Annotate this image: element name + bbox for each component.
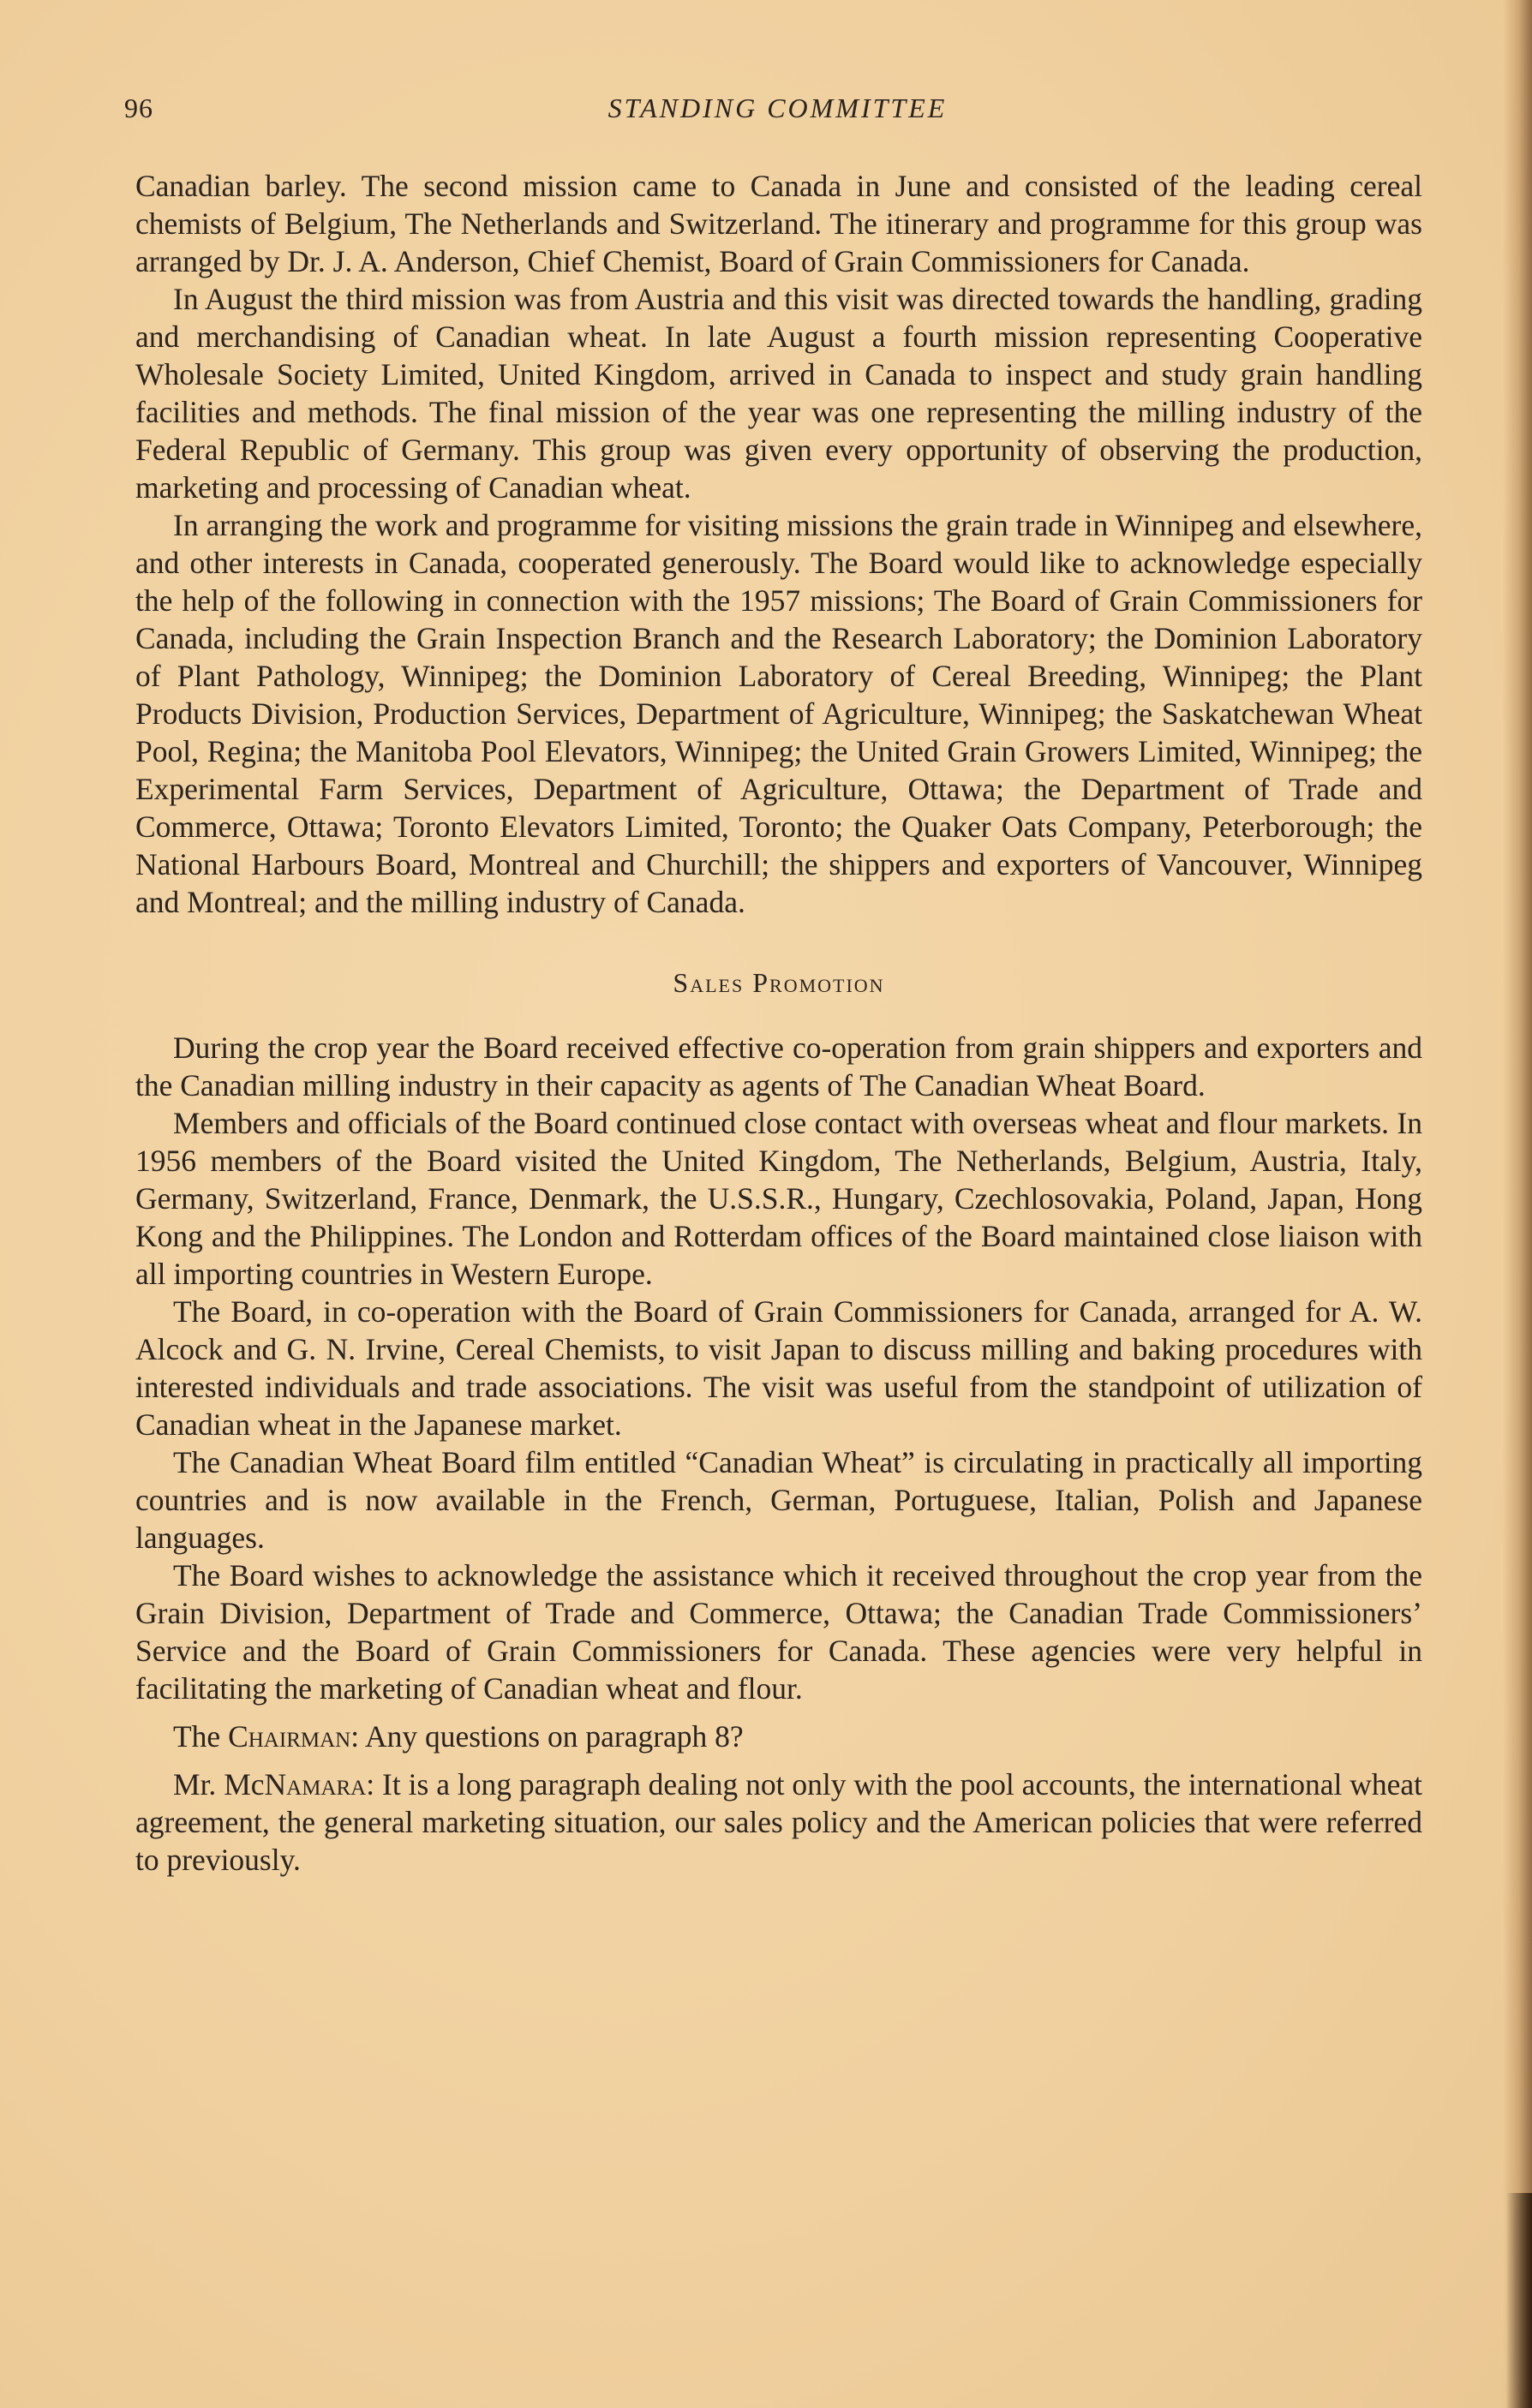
paragraph: The Board, in co-operation with the Board of Grain Commissioners for Canada, arranged for A. W. Alcock and G. N. Irvine, Cereal Chemists, to visit Japan to discuss milling and baking procedures with interested individuals and trade associations. The visit was useful from the standpoint of utilization of Canadian wheat in the Japanese market.	[135, 1294, 1422, 1442]
paragraph: The Board wishes to acknowledge the assistance which it received throughout the crop year from the Grain Division, Department of Trade and Commerce, Ottawa; the Canadian Trade Commissioners’ Service and the Board of Grain Commissioners for Canada. These agencies were very helpful in facilitating the marketing of Canadian wheat and flour.	[135, 1558, 1422, 1706]
paragraph: In arranging the work and programme for visiting missions the grain trade in Winnipeg and elsewhere, and other interests in Canada, cooperated generously. The Board would like to acknowledge especially the help of the following in connection with the 1957 missions; The Board of Grain Commissioners for Canada, including the Grain Inspection Branch and the Research Laboratory; the Dominion Laboratory of Plant Pathology, Winnipeg; the Dominion Laboratory of Cereal Breeding, Winnipeg; the Plant Products Division, Production Services, Department of Agriculture, Winnipeg; the Saskatchewan Wheat Pool, Regina; the Manitoba Pool Elevators, Winnipeg; the United Grain Growers Limited, Winnipeg; the Experimental Farm Services, Department of Agriculture, Ottawa; the Department of Trade and Commerce, Ottawa; Toronto Elevators Limited, Toronto; the Quaker Oats Company, Peterborough; the National Harbours Board, Montreal and Churchill; the shippers and exporters of Vancouver, Winnipeg and Montreal; and the milling industry of Canada.	[135, 508, 1422, 919]
page-edge-binding	[1506, 2193, 1532, 2408]
running-head: STANDING COMMITTEE	[607, 93, 948, 123]
page-header	[124, 93, 1431, 135]
speaker-name: Namara	[264, 1767, 367, 1802]
page-edge-shadow	[1503, 0, 1532, 2408]
speech-text: : It is a long paragraph dealing not only with the pool accounts, the international wheat agreement, the general marketing situation, our sales policy and the American policies that were referred to previously.	[135, 1767, 1422, 1877]
speaker-prefix: The	[173, 1719, 229, 1754]
body-text	[135, 167, 1422, 1879]
speaker-prefix: Mr. Mc	[173, 1767, 265, 1802]
page-number: 96	[124, 93, 153, 123]
paragraph: During the crop year the Board received effective co-operation from grain shippers and exporters and the Canadian milling industry in their capacity as agents of The Canadian Wheat Board.	[135, 1031, 1422, 1102]
paragraph: Canadian barley. The second mission came to Canada in June and consisted of the leading cereal chemists of Belgium, The Netherlands and Switzerland. The itinerary and programme for this group was arranged by Dr. J. A. Anderson, Chief Chemist, Board of Grain Commissioners for Canada.	[135, 169, 1422, 278]
paragraph: Members and officials of the Board continued close contact with overseas wheat and flour markets. In 1956 members of the Board visited the United Kingdom, The Netherlands, Belgium, Austria, Italy, Germany, Switzerland, France, Denmark, the U.S.S.R., Hungary, Czechlosovakia, Poland, Japan, Hong Kong and the Philippines. The London and Rotterdam offices of the Board maintained close liaison with all importing countries in Western Europe.	[135, 1106, 1422, 1291]
speaker-name: Chairman	[228, 1719, 351, 1754]
paragraph: In August the third mission was from Austria and this visit was directed towards the handling, grading and merchandising of Canadian wheat. In late August a fourth mission representing Cooperative Wholesale Society Limited, United Kingdom, arrived in Canada to inspect and study grain handling facilities and methods. The final mission of the year was one representing the milling industry of the Federal Republic of Germany. This group was given every opportunity of observing the production, marketing and processing of Canadian wheat.	[135, 282, 1422, 505]
dialogue-chairman	[135, 1718, 1422, 1755]
section-title: Sales Promotion	[673, 967, 885, 998]
speech-text: : Any questions on paragraph 8?	[350, 1719, 744, 1754]
paragraph: The Canadian Wheat Board film entitled “Canadian Wheat” is circulating in practically all importing countries and is now available in the French, German, Portuguese, Italian, Polish and Japanese languages.	[135, 1445, 1422, 1555]
dialogue-mcnamara	[135, 1766, 1422, 1879]
